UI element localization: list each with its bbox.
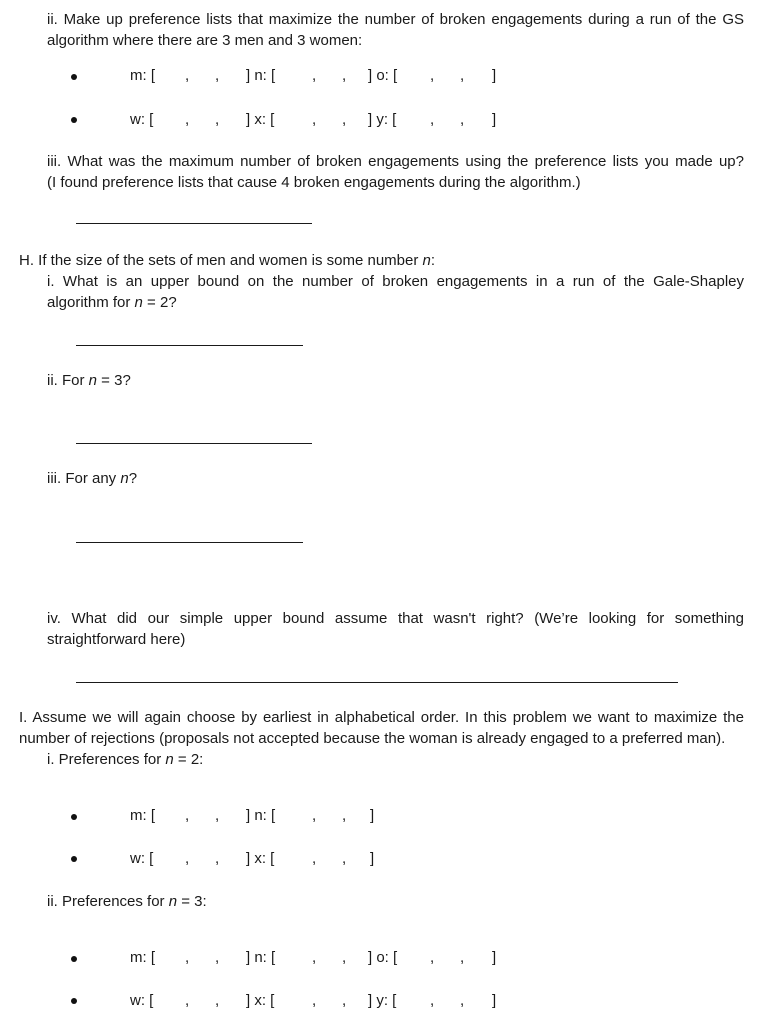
i-item-i-prefix: i. Preferences for xyxy=(47,751,166,768)
pref-sep: , xyxy=(430,949,435,966)
pref-sep: , xyxy=(342,67,347,84)
pref-label-w: w: [ xyxy=(130,111,154,128)
g-item-iii-text xyxy=(47,151,744,172)
g-item-ii-text xyxy=(47,9,744,30)
h-item-iii-suffix: ? xyxy=(128,470,138,487)
pref-label-n: ] n: [ xyxy=(246,949,276,966)
pref-sep: , xyxy=(342,111,347,128)
i-heading-line2: number of rejections (proposals not accepted because the woman is already engaged to a preferred man). xyxy=(19,730,726,747)
h-heading-suffix: : xyxy=(430,252,436,269)
i-item-ii-prefix: ii. Preferences for xyxy=(47,893,169,910)
pref-sep: , xyxy=(215,67,220,84)
pref-sep: , xyxy=(185,949,190,966)
h-item-i-line1: i. What is an upper bound on the number of broken engagements in a run of the Gale-Shapley xyxy=(47,273,744,290)
pref-row-women xyxy=(0,111,774,131)
pref-sep: , xyxy=(185,850,190,867)
h-item-ii-var: n xyxy=(88,372,98,389)
h-item-ii-prefix: ii. For xyxy=(47,372,89,389)
pref-row-women-n3 xyxy=(0,992,774,1012)
pref-sep: , xyxy=(312,992,317,1009)
pref-sep: , xyxy=(185,111,190,128)
pref-label-w: w: [ xyxy=(130,850,154,867)
h-item-iv-line1: iv. What did our simple upper bound assume that wasn't right? (We’re looking for something xyxy=(47,610,744,627)
pref-label-n: ] n: [ xyxy=(246,67,276,84)
i-item-i xyxy=(47,749,203,770)
pref-row-men-n2 xyxy=(0,807,774,827)
i-item-ii xyxy=(47,891,207,912)
h-item-iii-var: n xyxy=(120,470,129,487)
pref-label-y: ] y: [ xyxy=(368,111,397,128)
pref-sep: , xyxy=(342,807,347,824)
h-item-iii-prefix: iii. For any xyxy=(47,470,121,487)
pref-sep: , xyxy=(215,992,220,1009)
h-item-i-prefix: algorithm for xyxy=(47,294,135,311)
i-item-i-suffix: = 2: xyxy=(173,751,204,768)
pref-sep: , xyxy=(460,992,465,1009)
h-item-i-suffix: = 2? xyxy=(142,294,177,311)
pref-sep: , xyxy=(342,850,347,867)
pref-sep: , xyxy=(215,850,220,867)
pref-sep: , xyxy=(185,67,190,84)
pref-row-men-n3 xyxy=(0,949,774,969)
pref-sep: , xyxy=(460,67,465,84)
pref-sep: , xyxy=(430,111,435,128)
pref-label-x: ] x: [ xyxy=(246,111,275,128)
i-heading-line1: I. Assume we will again choose by earliest in alphabetical order. In this problem we want to maximize the xyxy=(19,709,744,726)
pref-sep: , xyxy=(215,807,220,824)
pref-end: ] xyxy=(370,807,375,824)
answer-blank[interactable] xyxy=(76,223,312,224)
pref-end: ] xyxy=(492,111,497,128)
pref-label-w: w: [ xyxy=(130,992,154,1009)
h-item-iv-text xyxy=(47,608,744,629)
pref-sep: , xyxy=(215,111,220,128)
pref-label-n: ] n: [ xyxy=(246,807,276,824)
pref-sep: , xyxy=(430,67,435,84)
h-item-ii-suffix: = 3? xyxy=(97,372,131,389)
h-item-ii xyxy=(47,370,131,391)
i-heading-text xyxy=(19,707,744,728)
pref-label-m: m: [ xyxy=(130,807,155,824)
pref-sep: , xyxy=(312,67,317,84)
h-item-i-var: n xyxy=(134,294,143,311)
h-heading-prefix: H. If the size of the sets of men and women is some number xyxy=(19,252,423,269)
g-item-iii-line1: iii. What was the maximum number of broken engagements using the preference lists you made up? xyxy=(47,153,744,170)
pref-sep: , xyxy=(342,949,347,966)
answer-blank[interactable] xyxy=(76,443,312,444)
i-item-i-var: n xyxy=(165,751,174,768)
pref-label-x: ] x: [ xyxy=(246,992,275,1009)
pref-end: ] xyxy=(492,67,497,84)
h-item-i-line2 xyxy=(47,292,177,313)
pref-sep: , xyxy=(185,807,190,824)
pref-end: ] xyxy=(370,850,375,867)
answer-blank[interactable] xyxy=(76,542,303,543)
answer-blank[interactable] xyxy=(76,345,303,346)
h-item-iii xyxy=(47,468,137,489)
h-heading-var: n xyxy=(422,252,431,269)
i-item-ii-suffix: = 3: xyxy=(177,893,207,910)
i-item-ii-var: n xyxy=(168,893,178,910)
pref-sep: , xyxy=(215,949,220,966)
pref-label-o: ] o: [ xyxy=(368,67,398,84)
pref-row-men xyxy=(0,67,774,87)
pref-sep: , xyxy=(342,992,347,1009)
answer-blank[interactable] xyxy=(76,682,678,683)
pref-sep: , xyxy=(430,992,435,1009)
pref-label-m: m: [ xyxy=(130,67,155,84)
pref-row-women-n2 xyxy=(0,850,774,870)
pref-sep: , xyxy=(312,807,317,824)
pref-sep: , xyxy=(460,949,465,966)
pref-sep: , xyxy=(312,949,317,966)
h-item-iv-line2: straightforward here) xyxy=(47,631,186,648)
g-item-iii-line2: (I found preference lists that cause 4 broken engagements during the algorithm.) xyxy=(47,174,581,191)
h-item-i-text xyxy=(47,271,744,292)
pref-label-x: ] x: [ xyxy=(246,850,275,867)
pref-sep: , xyxy=(460,111,465,128)
pref-sep: , xyxy=(312,111,317,128)
h-heading xyxy=(19,250,435,271)
pref-sep: , xyxy=(185,992,190,1009)
g-item-ii-line2: algorithm where there are 3 men and 3 women: xyxy=(47,32,363,49)
pref-label-m: m: [ xyxy=(130,949,155,966)
g-item-ii-line1: ii. Make up preference lists that maximize the number of broken engagements during a run of the GS xyxy=(47,11,744,28)
pref-label-y: ] y: [ xyxy=(368,992,397,1009)
pref-end: ] xyxy=(492,992,497,1009)
pref-end: ] xyxy=(492,949,497,966)
pref-sep: , xyxy=(312,850,317,867)
pref-label-o: ] o: [ xyxy=(368,949,398,966)
